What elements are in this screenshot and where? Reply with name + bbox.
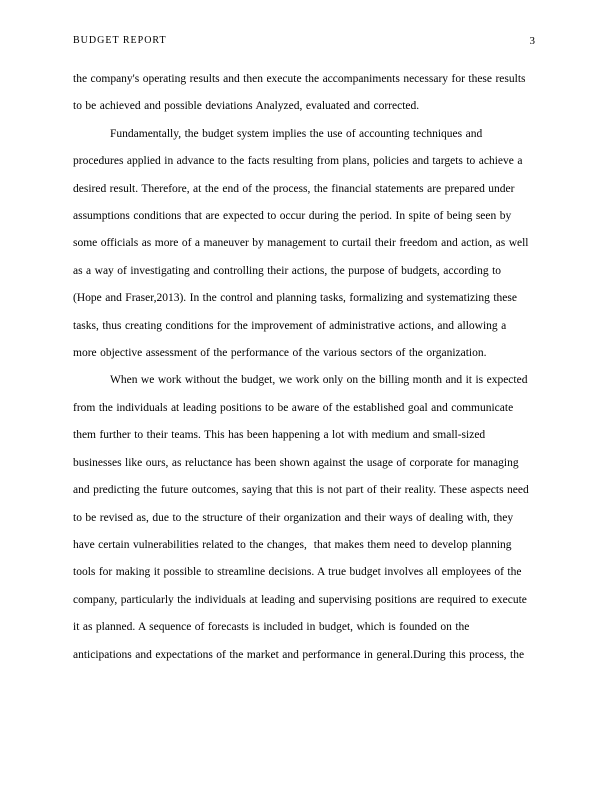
body-text	[73, 66, 543, 669]
text-line: tasks, thus creating conditions for the improvement of administrative actions, and allowing a	[73, 319, 507, 332]
text-line: more objective assessment of the performance of the various sectors of the organization.	[73, 347, 487, 360]
text-line: it as planned. A sequence of forecasts is included in budget, which is founded on the	[73, 621, 470, 634]
page-number: 3	[529, 35, 535, 47]
text-line: anticipations and expectations of the market and performance in general.During this process, the	[73, 648, 525, 661]
running-head: BUDGET REPORT	[73, 35, 167, 46]
text-line: businesses like ours, as reluctance has been shown against the usage of corporate for managing	[73, 456, 519, 469]
text-line: tools for making it possible to streamline decisions. A true budget involves all employees of the	[73, 566, 522, 579]
paragraph-2	[73, 121, 543, 368]
paragraph-3	[73, 367, 543, 668]
text-line: as a way of investigating and controlling their actions, the purpose of budgets, according to	[73, 264, 502, 277]
text-line: from the individuals at leading positions to be aware of the established goal and communicate	[73, 401, 514, 414]
text-line: When we work without the budget, we work only on the billing month and it is expected	[110, 374, 528, 387]
text-line: some officials as more of a maneuver by management to curtail their freedom and action, as well	[73, 237, 529, 250]
paragraph-1	[73, 66, 543, 121]
text-line: to be achieved and possible deviations Analyzed, evaluated and corrected.	[73, 100, 420, 113]
text-line: them further to their teams. This has been happening a lot with medium and small-sized	[73, 429, 486, 442]
text-line: assumptions conditions that are expected to occur during the period. In spite of being seen by	[73, 210, 512, 223]
text-line: Fundamentally, the budget system implies the use of accounting techniques and	[110, 127, 483, 140]
text-line: the company's operating results and then execute the accompaniments necessary for these results	[73, 73, 526, 85]
text-line: have certain vulnerabilities related to the changes, that makes them need to develop planning	[73, 538, 512, 551]
text-line: procedures applied in advance to the facts resulting from plans, policies and targets to achieve a	[73, 155, 523, 168]
text-line: desired result. Therefore, at the end of the process, the financial statements are prepared under	[73, 182, 515, 195]
text-line: and predicting the future outcomes, saying that this is not part of their reality. These aspects need	[73, 484, 529, 497]
text-line: (Hope and Fraser,2013). In the control and planning tasks, formalizing and systematizing these	[73, 292, 517, 305]
text-line: company, particularly the individuals at leading and supervising positions are required to execute	[73, 593, 527, 606]
text-line: to be revised as, due to the structure of their organization and their ways of dealing with, they	[73, 511, 514, 524]
